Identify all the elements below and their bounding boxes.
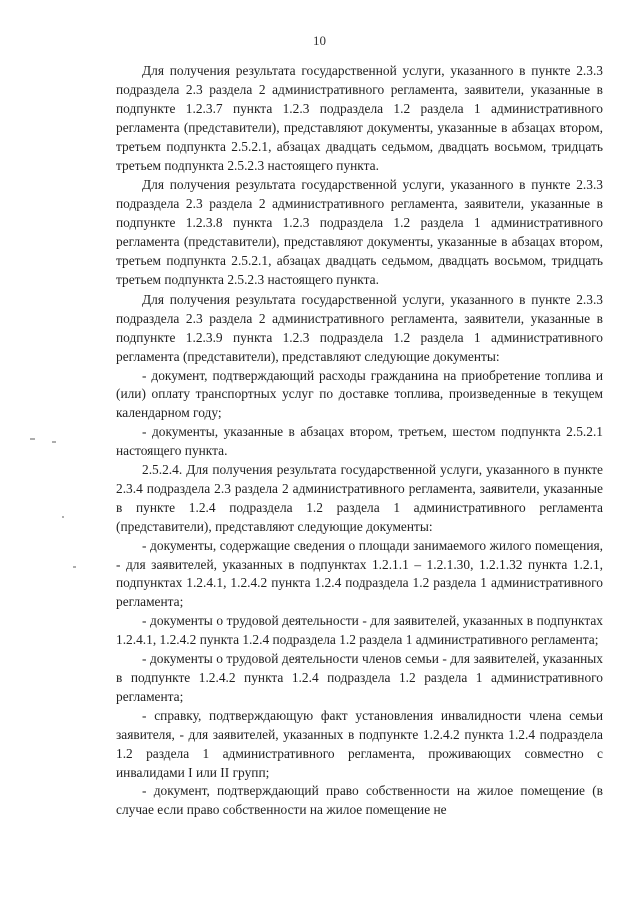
list-item-ownership-document: - документ, подтверждающий право собственности на жилое помещение (в случае если право собственности на жилое помещение не xyxy=(116,783,603,818)
list-item-family-work-activity: - документы о трудовой деятельности членов семьи - для заявителей, указанных в подпункте 1.2.4.2 пункта 1.2.4 подраздела 1.2 раздела 1 административного регламента; xyxy=(116,651,603,704)
list-item-documents-2-5-2-1: - документы, указанные в абзацах втором, третьем, шестом подпункта 2.5.2.1 настоящего пункта. xyxy=(116,424,603,459)
scan-speck xyxy=(62,516,64,518)
list-item-fuel-expenses: - документ, подтверждающий расходы гражданина на приобретение топлива и (или) оплату транспортных услуг по доставке топлива, произведенные в текущем календарном году; xyxy=(116,367,603,421)
paragraph-3: Для получения результата государственной услуги, указанного в пункте 2.3.3 подраздела 2.3 раздела 2 административного регламента, заявители, указанные в подпункте 1.2.3.9 пункта 1.2.3 подраздела 1.2 раздела 1 административного регламента (представители), представляют следующие документы: xyxy=(116,291,603,364)
list-item-living-area: - документы, содержащие сведения о площади занимаемого жилого помещения, - для заявителей, указанных в подпунктах 1.2.1.1 – 1.2.1.30, 1.2.1.32 пункта 1.2.1, подпунктах 1.2.4.1, 1.2.4.2 пункта 1.2.4 подраздела 1.2 раздела 1 административного регламента; xyxy=(116,537,603,610)
paragraph-2-5-2-4: 2.5.2.4. Для получения результата государственной услуги, указанного в пункте 2.3.4 подраздела 2.3 раздела 2 административного регламента, заявители, указанные в пункте 1.2.4 подраздела 1.2 раздела 1 административного регламента (представители), представляют следующие документы: xyxy=(116,462,603,534)
page-number: 10 xyxy=(313,33,326,48)
scan-speck xyxy=(52,441,56,443)
list-item-disability-certificate: - справку, подтверждающую факт установления инвалидности члена семьи заявителя, - для заявителей, указанных в подпункте 1.2.4.2 пункта 1.2.4 подраздела 1.2 раздела 1 административного регламента, проживающих совместно с инвалидами I или II групп; xyxy=(116,707,603,780)
paragraph-1: Для получения результата государственной услуги, указанного в пункте 2.3.3 подраздела 2.3 раздела 2 административного регламента, заявители, указанные в подпункте 1.2.3.7 пункта 1.2.3 подраздела 1.2 раздела 1 административного регламента (представители), представляют документы, указанные в абзацах втором, третьем подпункта 2.5.2.1, абзацах двадцать седьмом, двадцать восьмом, тридцать третьем подпункта 2.5.2.3 настоящего пункта. xyxy=(116,63,603,173)
document-body xyxy=(116,62,603,820)
scan-speck xyxy=(30,438,35,440)
list-item-work-activity: - документы о трудовой деятельности - для заявителей, указанных в подпунктах 1.2.4.1, 1.2.4.2 пункта 1.2.4 подраздела 1.2 раздела 1 административного регламента; xyxy=(116,613,603,648)
paragraph-2: Для получения результата государственной услуги, указанного в пункте 2.3.3 подраздела 2.3 раздела 2 административного регламента, заявители, указанные в подпункте 1.2.3.8 пункта 1.2.3 подраздела 1.2 раздела 1 административного регламента (представители), представляют документы, указанные в абзацах втором, третьем подпункта 2.5.2.1, абзацах двадцать седьмом, двадцать восьмом, тридцать третьем подпункта 2.5.2.3 настоящего пункта. xyxy=(116,177,603,287)
scan-speck xyxy=(73,566,76,568)
